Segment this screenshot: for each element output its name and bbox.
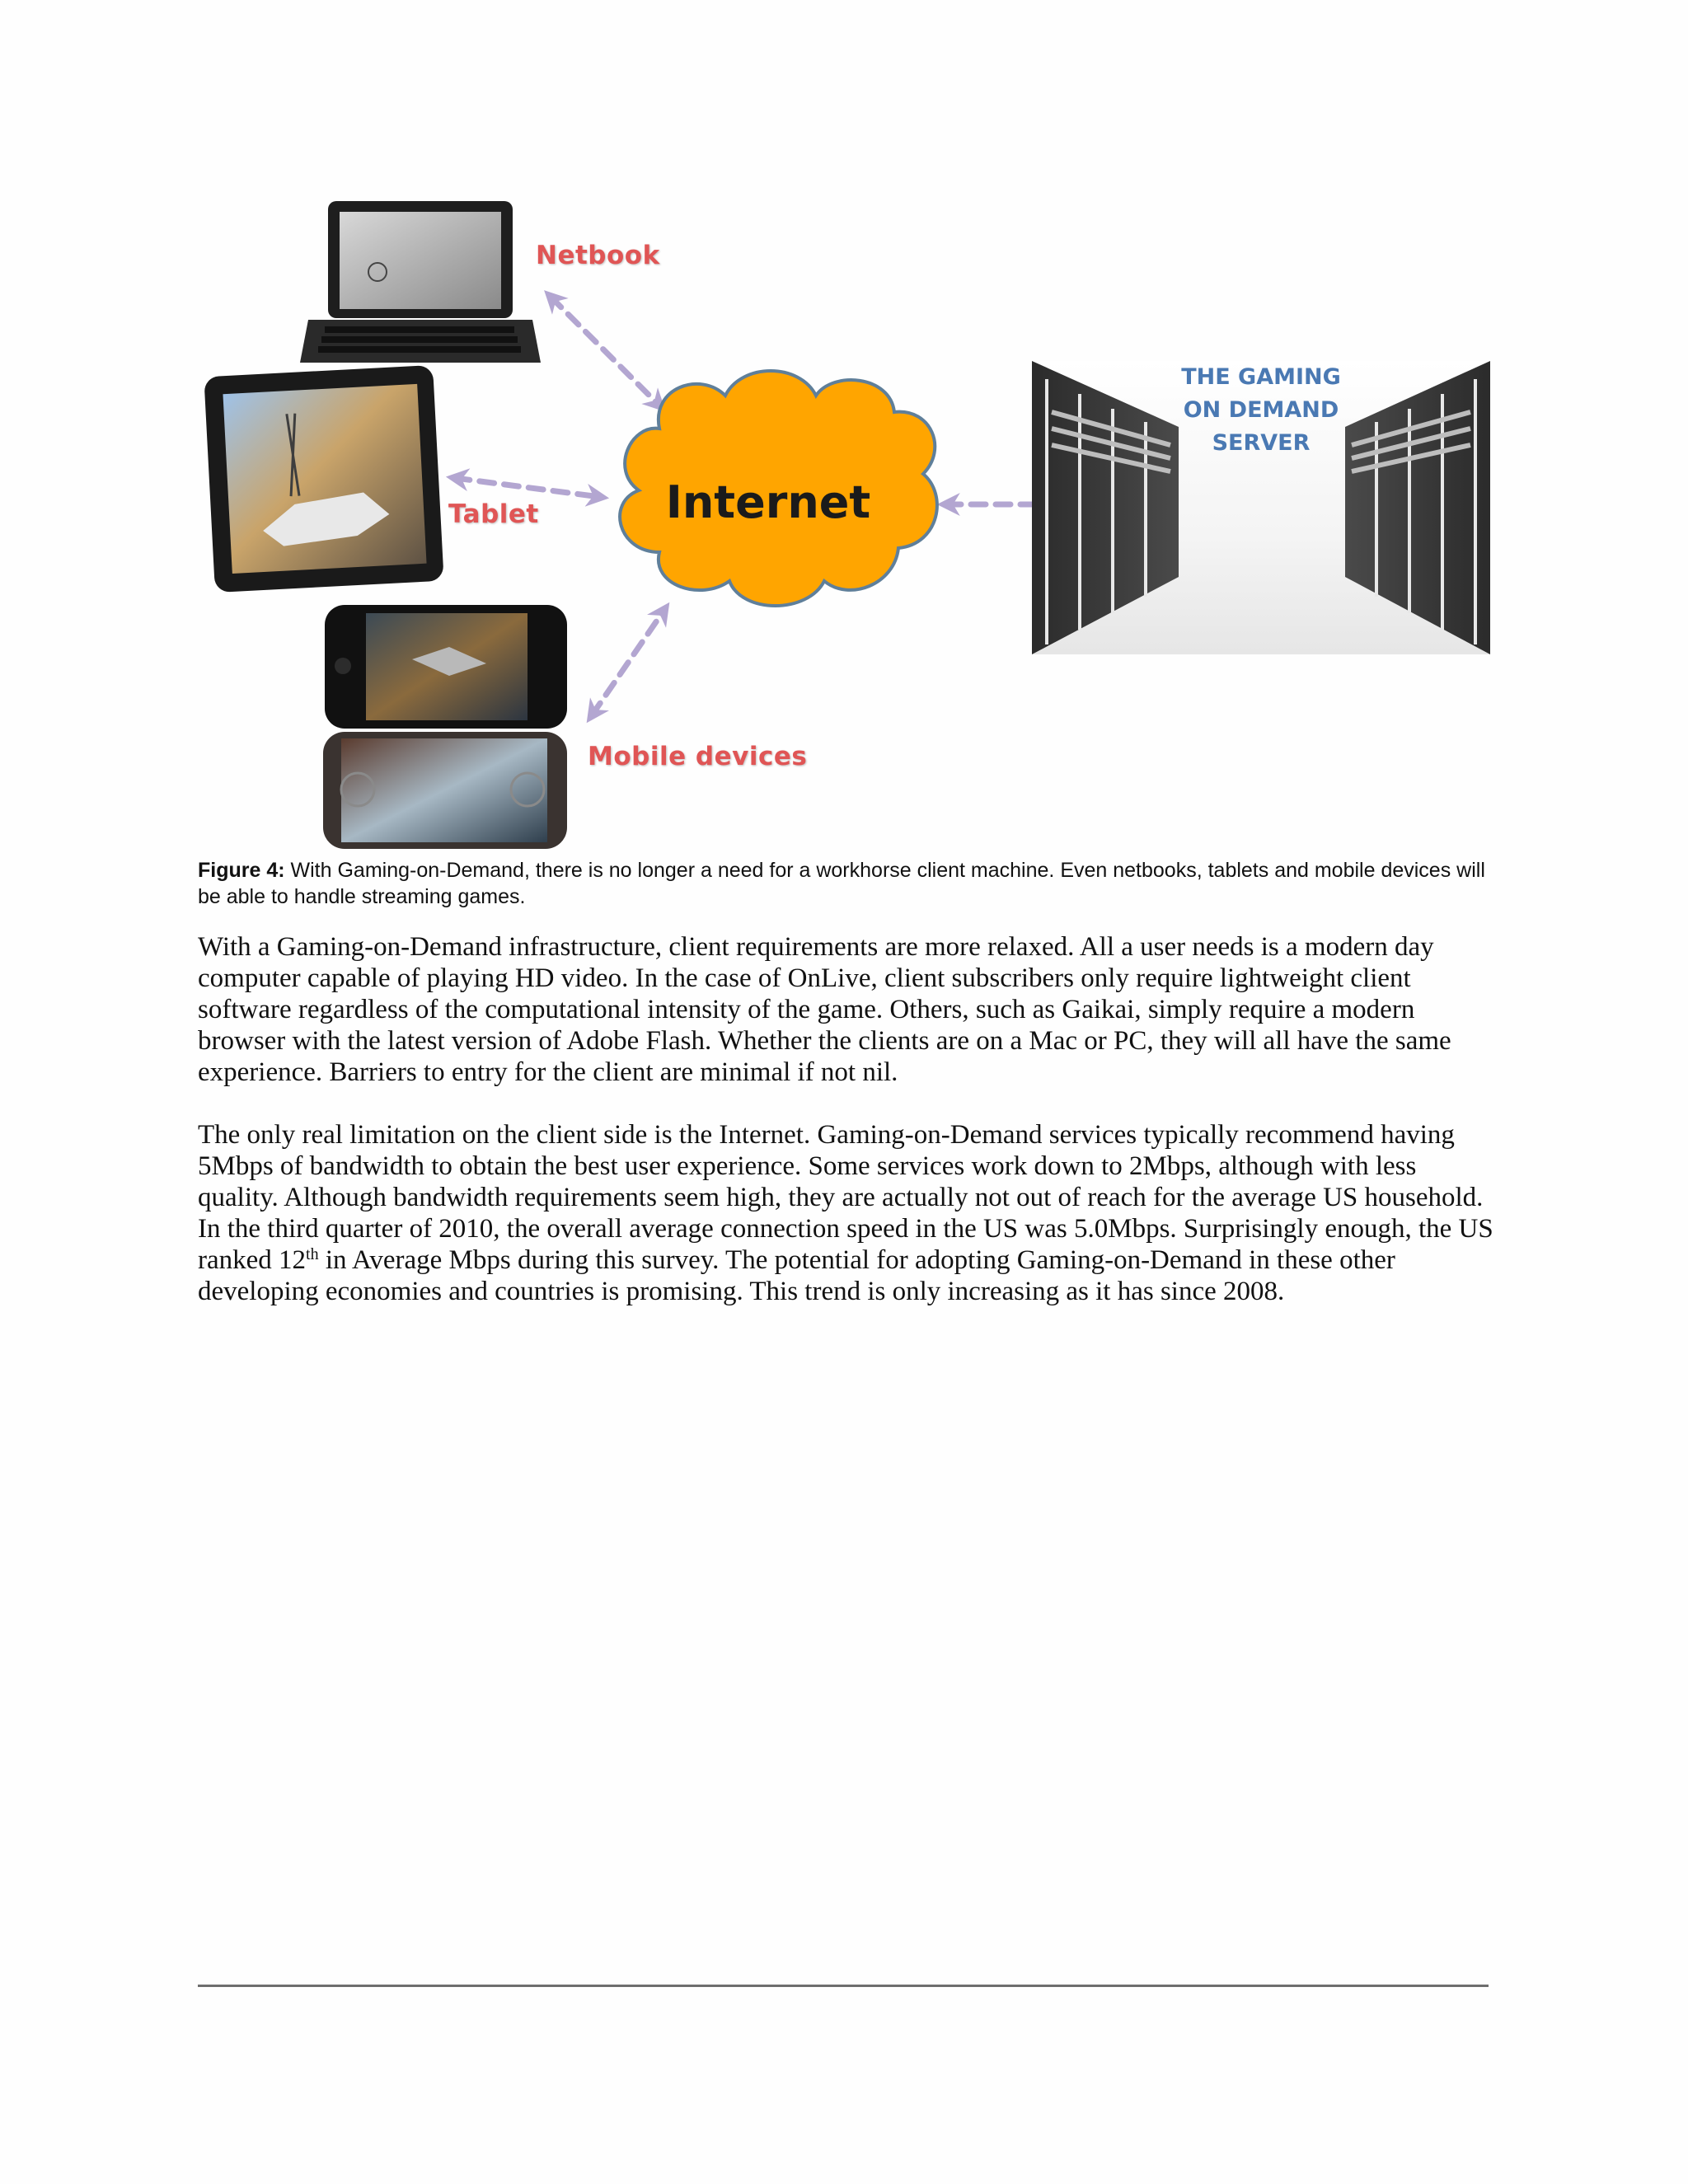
server-label-line-3: SERVER [1212, 430, 1311, 456]
arrow-netbook-internet [551, 297, 659, 405]
footer-divider [198, 1985, 1489, 1987]
server-label [1154, 361, 1368, 460]
paragraph-client-requirements: With a Gaming-on-Demand infrastructure, client requirements are more relaxed. All a user needs is a modern day computer capable of playing HD video. In the case of OnLive, client subscribers only require lightweight client software regardless of the computational intensity of the game. Others, such as Gaikai, simply require a modern browser with the latest version of Adobe Flash. Whether the clients are on a Mac or PC, they will all have the same experience. Barriers to entry for the client are minimal if not nil. [198, 932, 1451, 1087]
caption-label: Figure 4: [198, 859, 285, 882]
mobile-devices-label: Mobile devices [588, 742, 808, 771]
figure-graphic [0, 0, 1688, 857]
ordinal-suffix: th [306, 1245, 319, 1263]
paragraph-internet-limitation-part-2: in Average Mbps during this survey. The potential for adopting Gaming-on-Demand in these other developing economies and countries is promising. This trend is only increasing as it has since 2008. [198, 1245, 1395, 1306]
paragraph-internet-limitation [198, 1119, 1500, 1307]
figure-caption [198, 857, 1500, 910]
mobile-devices-image [323, 605, 567, 849]
server-label-line-2: ON DEMAND [1183, 397, 1339, 423]
tablet-label: Tablet [448, 499, 539, 529]
arrow-mobile-internet [592, 610, 664, 715]
paragraph-internet-limitation-part-1: The only real limitation on the client side is the Internet. Gaming-on-Demand services typically recommend having 5Mbps of bandwidth to obtain the best user experience. Some services work down to 2Mbps, although with less quality. Although bandwidth requirements seem high, they are actually not out of reach for the average US household. In the third quarter of 2010, the overall average connection speed in the US was 5.0Mbps. Surprisingly enough, the US ranked 12 [198, 1120, 1493, 1275]
caption-text: With Gaming-on-Demand, there is no longer a need for a workhorse client machine. Even netbooks, tablets and mobile devices will be able to handle streaming games. [198, 859, 1485, 908]
internet-label: Internet [665, 476, 871, 528]
netbook-image [300, 201, 541, 363]
server-label-line-1: THE GAMING [1181, 364, 1341, 390]
netbook-label: Netbook [536, 241, 660, 270]
arrow-tablet-internet [455, 478, 600, 497]
figure-gaming-on-demand [0, 0, 1688, 857]
tablet-image [204, 365, 443, 593]
